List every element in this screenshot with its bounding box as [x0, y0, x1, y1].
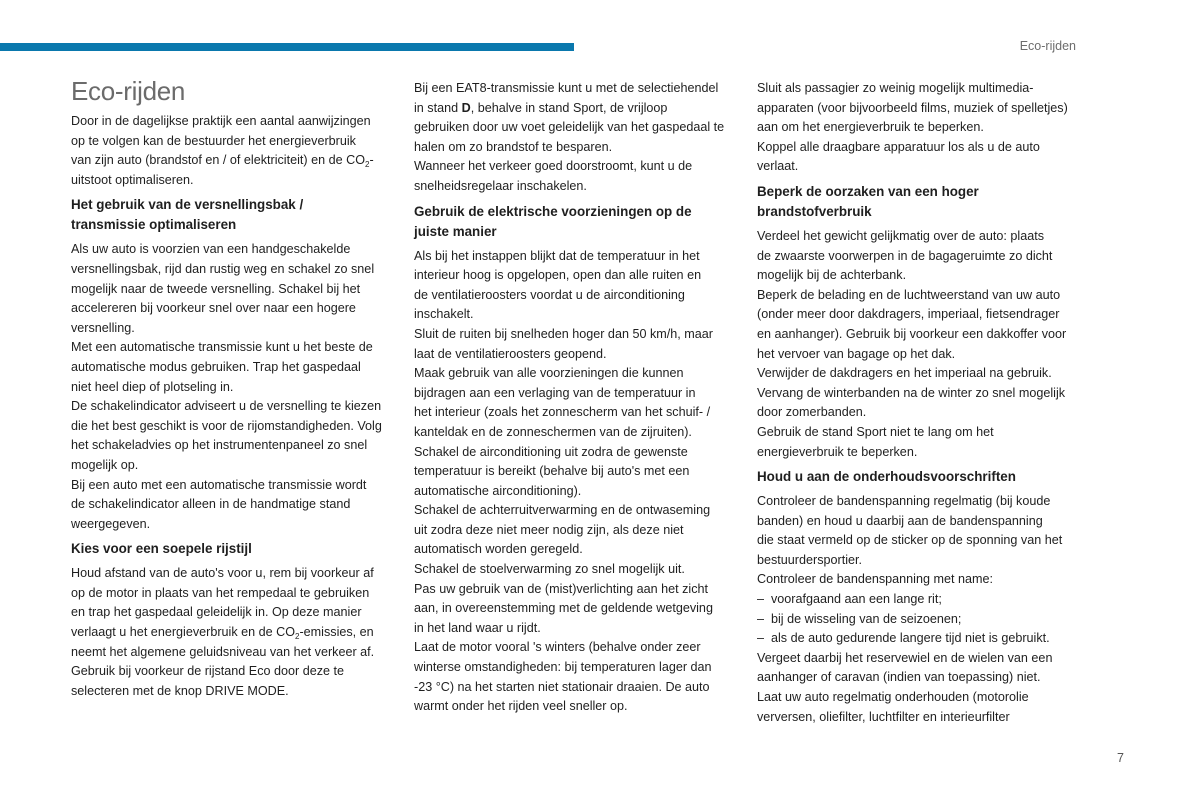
- text-line: verversen, oliefilter, luchtfilter en interieurfilter: [757, 709, 1010, 724]
- text-line: gebruiken door uw voet geleidelijk van het gaspedaal te: [414, 120, 725, 135]
- paragraph: [71, 564, 406, 701]
- paragraph: [71, 240, 406, 534]
- text-line: Bij een auto met een automatische transmissie wordt: [71, 477, 367, 492]
- text-line: Eco-rijden: [71, 76, 186, 106]
- text-line: Kies voor een soepele rijstijl: [71, 541, 252, 557]
- text-line: brandstofverbruik: [757, 203, 872, 219]
- paragraph: [757, 227, 1092, 462]
- list-dash: –: [757, 592, 765, 607]
- text-line: die staat vermeld op de sticker op de sponning van het: [757, 533, 1063, 548]
- text-line: Maak gebruik van alle voorzieningen die kunnen: [414, 366, 684, 381]
- text-line: aan, in overeenstemming met de geldende wetgeving: [414, 601, 713, 616]
- text-line: halen om zo brandstof te besparen.: [414, 139, 613, 154]
- text-line: de schakelindicator alleen in de handmatige stand: [71, 497, 351, 512]
- text-line: [71, 623, 406, 643]
- text-line: temperatuur is bereikt (behalve bij auto's met een: [414, 464, 690, 479]
- text-line: kanteldak en de zonneschermen van de zijruiten).: [414, 424, 692, 439]
- paragraph: [414, 79, 749, 197]
- text-line: de ventilatieroosters voordat u de airconditioning: [414, 287, 685, 302]
- text-line: op de motor in plaats van het rempedaal te gebruiken: [71, 585, 370, 600]
- text-line: Schakel de stoelverwarming zo snel mogelijk uit.: [414, 562, 685, 577]
- text-line: Laat uw auto regelmatig onderhouden (motorolie: [757, 690, 1029, 705]
- text-line: (onder meer door dakdragers, imperiaal, fietsendrager: [757, 307, 1060, 322]
- section-heading: [71, 195, 406, 235]
- text-line: Sluit als passagier zo weinig mogelijk multimedia-: [757, 81, 1034, 95]
- column-1: [71, 75, 406, 701]
- text-line: niet heel diep of plotseling in.: [71, 379, 234, 394]
- text-line: automatische airconditioning).: [414, 483, 582, 498]
- text-line: mogelijk op.: [71, 457, 139, 472]
- text-line: banden) en houd u daarbij aan de bandenspanning: [757, 513, 1043, 528]
- text-line: verlaat.: [757, 159, 799, 174]
- text-line: Gebruik de stand Sport niet te lang om het: [757, 424, 994, 439]
- text-line: -23 °C) na het starten niet stationair draaien. De auto: [414, 679, 710, 694]
- text-line: door zomerbanden.: [757, 405, 867, 420]
- text-segment: van zijn auto (brandstof en / of elektriciteit) en de CO: [71, 153, 366, 168]
- text-line: Controleer de bandenspanning regelmatig (bij koude: [757, 494, 1051, 509]
- running-header-title: Eco-rijden: [1019, 39, 1076, 53]
- paragraph: [757, 79, 1092, 177]
- text-line: [414, 99, 749, 119]
- text-line: winterse omstandigheden: bij temperaturen lager dan: [414, 660, 712, 675]
- text-line: op te volgen kan de bestuurder het energieverbruik: [71, 133, 356, 148]
- list-dash: –: [757, 631, 765, 646]
- text-line: Beperk de belading en de luchtweerstand van uw auto: [757, 287, 1061, 302]
- text-segment: -emissies, en: [299, 625, 374, 640]
- text-line: die het best geschikt is voor de rijomstandigheden. Volg: [71, 418, 382, 433]
- text-line: laat de ventilatieroosters geopend.: [414, 346, 607, 361]
- text-segment: bij de wisseling van de seizoenen;: [771, 611, 962, 626]
- subscript: 2: [295, 632, 300, 642]
- text-line: en aanhanger). Gebruik bij voorkeur een dakkoffer voor: [757, 326, 1067, 341]
- text-line: Schakel de achterruitverwarming en de ontwaseming: [414, 503, 711, 518]
- text-segment: als de auto gedurende langere tijd niet is gebruikt.: [771, 631, 1050, 646]
- text-line: Als bij het instappen blijkt dat de temperatuur in het: [414, 248, 700, 263]
- column-3: [757, 79, 1092, 727]
- text-line: bijdragen aan een verlaging van de temperatuur in: [414, 385, 696, 400]
- text-line: juiste manier: [414, 223, 497, 239]
- text-line: en trap het gaspedaal geleidelijk in. Op deze manier: [71, 605, 362, 620]
- section-heading: [414, 202, 749, 242]
- text-line: aanhanger of caravan (indien van toepassing) niet.: [757, 670, 1041, 685]
- text-line: apparaten (voor bijvoorbeeld films, muziek of spelletjes): [757, 100, 1068, 115]
- text-line: [757, 610, 1092, 630]
- text-line: versnelling.: [71, 320, 135, 335]
- text-line: weergegeven.: [71, 516, 151, 531]
- text-line: Controleer de bandenspanning met name:: [757, 572, 993, 587]
- text-line: Laat de motor vooral 's winters (behalve onder zeer: [414, 640, 701, 655]
- text-line: transmissie optimaliseren: [71, 217, 237, 233]
- column-2: [414, 79, 749, 717]
- text-line: snelheidsregelaar inschakelen.: [414, 178, 587, 193]
- text-line: accelereren bij voorkeur snel over naar een hogere: [71, 301, 356, 316]
- text-line: het interieur (zoals het zonnescherm van het schuif- /: [414, 405, 711, 420]
- text-line: in het land waar u rijdt.: [414, 620, 541, 635]
- text-line: Gebruik de elektrische voorzieningen op de: [414, 203, 692, 219]
- text-line: [757, 629, 1092, 649]
- text-line: automatische modus gebruiken. Trap het gaspedaal: [71, 359, 361, 374]
- section-heading: [71, 539, 406, 559]
- text-line: uitstoot optimaliseren.: [71, 172, 194, 187]
- text-segment: D: [461, 100, 471, 115]
- text-line: Koppel alle draagbare apparatuur los als u de auto: [757, 139, 1040, 154]
- text-line: energieverbruik te beperken.: [757, 444, 918, 459]
- text-segment: -: [369, 153, 374, 168]
- text-line: neemt het algemene geluidsniveau van het verkeer af.: [71, 644, 375, 659]
- text-line: Houd afstand van de auto's voor u, rem bij voorkeur af: [71, 566, 374, 581]
- text-line: Gebruik bij voorkeur de rijstand Eco door deze te: [71, 664, 345, 679]
- list-dash: –: [757, 611, 765, 626]
- text-line: [757, 590, 1092, 610]
- text-line: Wanneer het verkeer goed doorstroomt, kunt u de: [414, 159, 693, 174]
- paragraph: [71, 112, 406, 190]
- paragraph: [757, 492, 1092, 727]
- text-segment: voorafgaand aan een lange rit;: [771, 592, 942, 607]
- text-line: De schakelindicator adviseert u de versnelling te kiezen: [71, 399, 382, 414]
- text-line: Vergeet daarbij het reservewiel en de wielen van een: [757, 650, 1053, 665]
- text-line: Vervang de winterbanden na de winter zo snel mogelijk: [757, 385, 1066, 400]
- text-line: Bij een EAT8-transmissie kunt u met de selectiehendel: [414, 81, 719, 95]
- text-line: mogelijk bij de achterbank.: [757, 268, 907, 283]
- text-line: Pas uw gebruik van de (mist)verlichting aan het zicht: [414, 581, 708, 596]
- text-line: mogelijk naar de tweede versnelling. Schakel bij het: [71, 281, 361, 296]
- text-line: automatisch worden geregeld.: [414, 542, 583, 557]
- text-segment: , behalve in stand Sport, de vrijloop: [470, 100, 668, 115]
- text-line: het vervoer van bagage op het dak.: [757, 346, 956, 361]
- text-line: interieur hoog is opgelopen, open dan alle ruiten en: [414, 268, 702, 283]
- text-line: Met een automatische transmissie kunt u het beste de: [71, 340, 373, 355]
- text-line: selecteren met de knop DRIVE MODE.: [71, 683, 289, 698]
- text-line: Schakel de airconditioning uit zodra de gewenste: [414, 444, 688, 459]
- text-line: het schakeladvies op het instrumentenpaneel zo snel: [71, 438, 368, 453]
- text-line: Sluit de ruiten bij snelheden hoger dan 50 km/h, maar: [414, 326, 713, 341]
- text-line: uit zodra deze niet meer nodig zijn, als deze niet: [414, 522, 684, 537]
- text-line: [71, 151, 406, 171]
- text-line: Verdeel het gewicht gelijkmatig over de auto: plaats: [757, 228, 1045, 243]
- subscript: 2: [365, 160, 370, 170]
- text-line: inschakelt.: [414, 307, 474, 322]
- text-line: Beperk de oorzaken van een hoger: [757, 183, 979, 199]
- section-heading: [757, 467, 1092, 487]
- section-heading: [757, 182, 1092, 222]
- paragraph: [414, 247, 749, 717]
- text-segment: in stand: [414, 100, 462, 115]
- text-segment: verlaagt u het energieverbruik en de CO: [71, 625, 296, 640]
- text-line: Het gebruik van de versnellingsbak /: [71, 197, 304, 213]
- page-title: [71, 75, 406, 107]
- text-line: Als uw auto is voorzien van een handgeschakelde: [71, 242, 351, 257]
- text-line: warmt onder het rijden veel sneller op.: [414, 699, 628, 714]
- text-line: de zwaarste voorwerpen in de bagageruimte zo dicht: [757, 248, 1053, 263]
- page-number: 7: [1117, 751, 1124, 765]
- text-line: bestuurdersportier.: [757, 552, 863, 567]
- text-line: Door in de dagelijkse praktijk een aantal aanwijzingen: [71, 114, 371, 128]
- text-line: Houd u aan de onderhoudsvoorschriften: [757, 469, 1016, 485]
- text-line: aan om het energieverbruik te beperken.: [757, 120, 984, 135]
- header-accent-bar: [0, 43, 574, 51]
- text-line: versnellingsbak, rijd dan rustig weg en schakel zo snel: [71, 261, 375, 276]
- text-line: Verwijder de dakdragers en het imperiaal na gebruik.: [757, 366, 1052, 381]
